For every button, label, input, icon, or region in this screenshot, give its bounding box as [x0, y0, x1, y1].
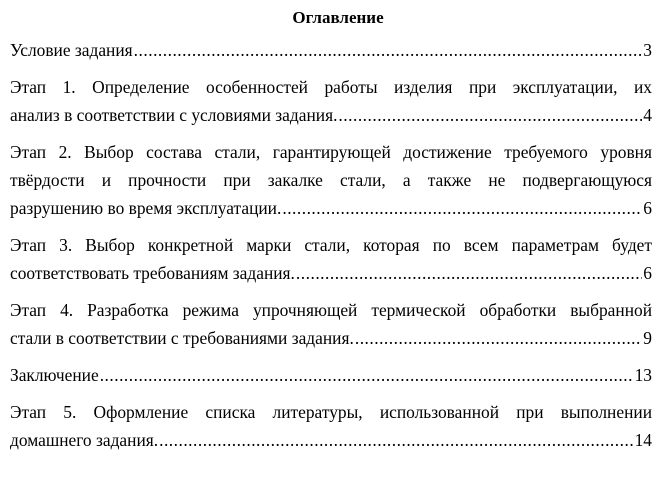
dot-leader: [355, 324, 642, 352]
toc-heading: Оглавление: [292, 8, 384, 27]
toc-entry-text: Условие задания: [10, 40, 133, 60]
toc-entry-text: анализ в соответствии с условиями задания.: [10, 105, 338, 125]
dot-leader: [100, 361, 634, 389]
toc-entry-stage-2[interactable]: [10, 138, 652, 222]
toc-entry-text: Этап 4. Разработка режима упрочняющей термической обработки выбранной: [10, 300, 652, 320]
dot-leader: [338, 101, 642, 129]
toc-entry-stage-1[interactable]: [10, 73, 652, 129]
toc-entry-text: стали в соответствии с требованиями задания.: [10, 328, 354, 348]
dot-leader: [282, 194, 642, 222]
toc-entry-text: твёрдости и прочности при закалке стали, а также не подвергающуюся: [10, 170, 652, 190]
toc-entry-line: [10, 259, 652, 287]
toc-entry-text: домашнего задания.: [10, 430, 159, 450]
toc-entry-stage-5[interactable]: [10, 398, 652, 454]
toc-entry-line: [10, 194, 652, 222]
toc-entry-conclusion[interactable]: [10, 361, 652, 389]
toc-entry-text: Заключение: [10, 365, 99, 385]
toc-page-number: 6: [643, 198, 652, 218]
toc-entry-line: [10, 324, 652, 352]
toc-entry-text: Этап 5. Оформление списка литературы, использованной при выполнении: [10, 402, 652, 422]
toc-entry-text: соответствовать требованиям задания.: [10, 263, 295, 283]
toc-entry-line: [10, 101, 652, 129]
toc-entry-text: разрушению во время эксплуатации.: [10, 198, 282, 218]
table-of-contents: [10, 36, 652, 454]
dot-leader: [159, 426, 634, 454]
toc-entry-stage-3[interactable]: [10, 231, 652, 287]
toc-page-number: 6: [643, 263, 652, 283]
toc-entry-line: [10, 426, 652, 454]
dot-leader: [296, 259, 642, 287]
toc-entry-text: Этап 1. Определение особенностей работы изделия при эксплуатации, их: [10, 77, 652, 97]
toc-entry-text: Этап 3. Выбор конкретной марки стали, которая по всем параметрам будет: [10, 235, 652, 255]
toc-entry-line: [10, 36, 652, 64]
toc-page-number: 9: [643, 328, 652, 348]
toc-entry-conditions[interactable]: [10, 36, 652, 64]
toc-page-number: 3: [643, 40, 652, 60]
toc-entry-text: Этап 2. Выбор состава стали, гарантирующей достижение требуемого уровня: [10, 142, 652, 162]
toc-page-number: 13: [634, 365, 652, 385]
toc-page-number: 4: [643, 105, 652, 125]
dot-leader: [134, 36, 643, 64]
toc-entry-line: [10, 361, 652, 389]
toc-page-number: 14: [634, 430, 652, 450]
toc-entry-stage-4[interactable]: [10, 296, 652, 352]
